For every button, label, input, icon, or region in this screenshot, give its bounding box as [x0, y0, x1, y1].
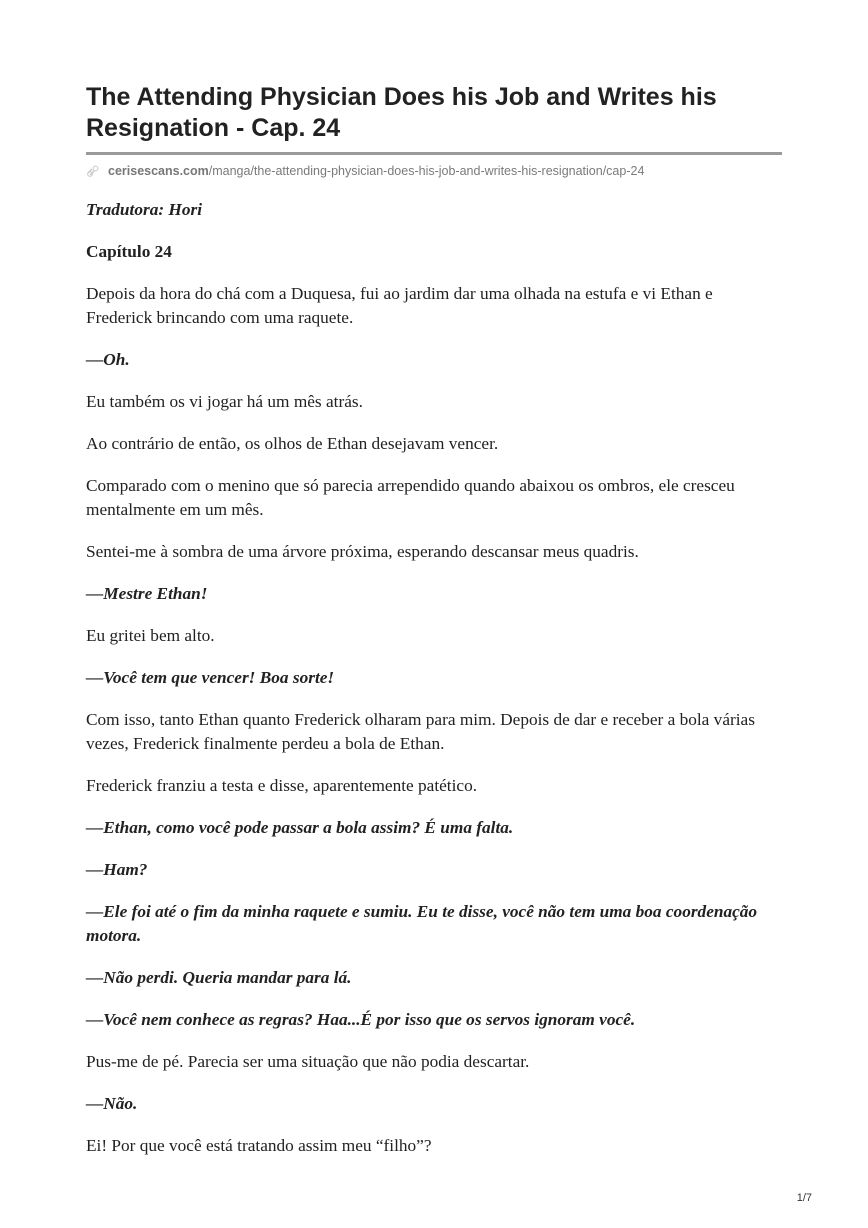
paragraph: Frederick franziu a testa e disse, aparentemente patético.: [86, 776, 478, 795]
document-page: [86, 82, 782, 1176]
paragraph: Comparado com o menino que só parecia arrependido quando abaixou os ombros, ele cresceu mentalmente em um mês.: [86, 476, 735, 519]
paragraph: Eu gritei bem alto.: [86, 626, 215, 645]
paragraph: Pus-me de pé. Parecia ser uma situação que não podia descartar.: [86, 1052, 530, 1071]
source-url[interactable]: [86, 162, 782, 180]
translator-credit: Tradutora: Hori: [86, 200, 203, 219]
dialogue-line: —Você nem conhece as regras? Haa...É por isso que os servos ignoram você.: [86, 1010, 636, 1029]
paragraph: Sentei-me à sombra de uma árvore próxima, esperando descansar meus quadris.: [86, 542, 639, 561]
dialogue-line: —Ham?: [86, 860, 148, 879]
dialogue-line: —Mestre Ethan!: [86, 584, 208, 603]
chapter-heading: Capítulo 24: [86, 242, 172, 261]
paragraph: Eu também os vi jogar há um mês atrás.: [86, 392, 363, 411]
chapter-content: [86, 198, 782, 1158]
paragraph: Ao contrário de então, os olhos de Ethan desejavam vencer.: [86, 434, 499, 453]
page-number: 1/7: [796, 1192, 812, 1204]
dialogue-line: —Não perdi. Queria mandar para lá.: [86, 968, 352, 987]
paragraph: Depois da hora do chá com a Duquesa, fui ao jardim dar uma olhada na estufa e vi Ethan e Frederick brincando com uma raquete.: [86, 284, 713, 327]
dialogue-line: —Ethan, como você pode passar a bola assim? É uma falta.: [86, 818, 514, 837]
dialogue-line: —Oh.: [86, 350, 130, 369]
source-path[interactable]: /manga/the-attending-physician-does-his-job-and-writes-his-resignation/cap-24: [208, 164, 645, 178]
title-divider: [86, 152, 782, 155]
dialogue-line: —Você tem que vencer! Boa sorte!: [86, 668, 335, 687]
source-domain[interactable]: cerisescans.com: [108, 164, 209, 178]
page-title: The Attending Physician Does his Job and Writes his Resignation - Cap. 24: [86, 83, 717, 142]
paragraph: Ei! Por que você está tratando assim meu “filho”?: [86, 1136, 432, 1155]
dialogue-line: —Não.: [86, 1094, 138, 1113]
paragraph: Com isso, tanto Ethan quanto Frederick olharam para mim. Depois de dar e receber a bola várias vezes, Frederick finalmente perdeu a bola de Ethan.: [86, 710, 755, 753]
link-icon: [86, 164, 100, 178]
dialogue-line: —Ele foi até o fim da minha raquete e sumiu. Eu te disse, você não tem uma boa coordenação motora.: [86, 902, 758, 945]
